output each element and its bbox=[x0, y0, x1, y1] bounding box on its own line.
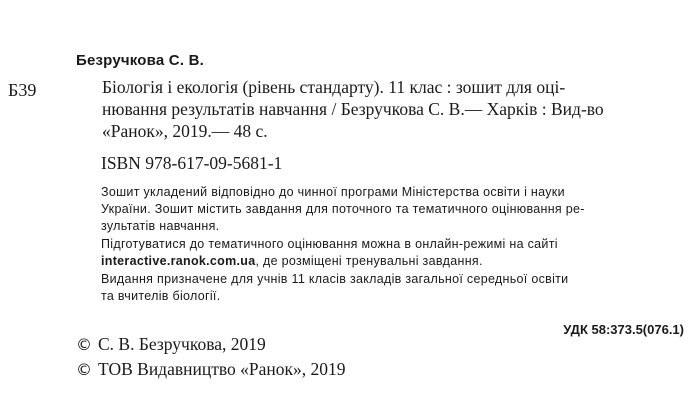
copyright-icon: © bbox=[76, 360, 92, 379]
annotation-line: та вчителів біології. bbox=[101, 289, 221, 303]
annotation-line: Зошит укладений відповідно до чинної програми Міністерства освіти і науки bbox=[101, 185, 565, 199]
annotation-text: , де розміщені тренувальні завдання. bbox=[255, 254, 483, 268]
copyright-publisher: ТОВ Видавництво «Ранок», 2019 bbox=[98, 359, 346, 379]
website-link[interactable]: interactive.ranok.com.ua bbox=[101, 254, 256, 268]
copyright-line bbox=[76, 359, 346, 380]
copyright-author: С. В. Безручкова, 2019 bbox=[98, 334, 266, 354]
annotation bbox=[101, 184, 691, 305]
copyright-line bbox=[76, 334, 266, 355]
bibliographic-record bbox=[102, 76, 688, 142]
annotation-line: України. Зошит містить завдання для поточного та тематичного оцінювання ре- bbox=[101, 202, 585, 216]
annotation-line: зультатів навчання. bbox=[101, 219, 220, 233]
annotation-line: Видання призначене для учнів 11 класів закладів загальної середньої освіти bbox=[101, 272, 569, 286]
bibliographic-line: Біологія і екологія (рівень стандарту). 11 клас : зошит для оці- bbox=[102, 77, 566, 97]
bibliographic-line: нювання результатів навчання / Безручкова С. В.— Харків : Вид-во bbox=[102, 99, 604, 119]
annotation-line: Підготуватися до тематичного оцінювання можна в онлайн-режимі на сайті bbox=[101, 237, 558, 251]
author-heading: Безручкова С. В. bbox=[76, 52, 204, 69]
isbn: ISBN 978-617-09-5681-1 bbox=[101, 153, 283, 173]
bbk-code: Б39 bbox=[8, 80, 37, 100]
bibliographic-line: «Ранок», 2019.— 48 с. bbox=[102, 121, 268, 141]
annotation-line bbox=[101, 253, 691, 270]
udk-code: УДК 58:373.5(076.1) bbox=[563, 322, 684, 337]
copyright-icon: © bbox=[76, 335, 92, 354]
